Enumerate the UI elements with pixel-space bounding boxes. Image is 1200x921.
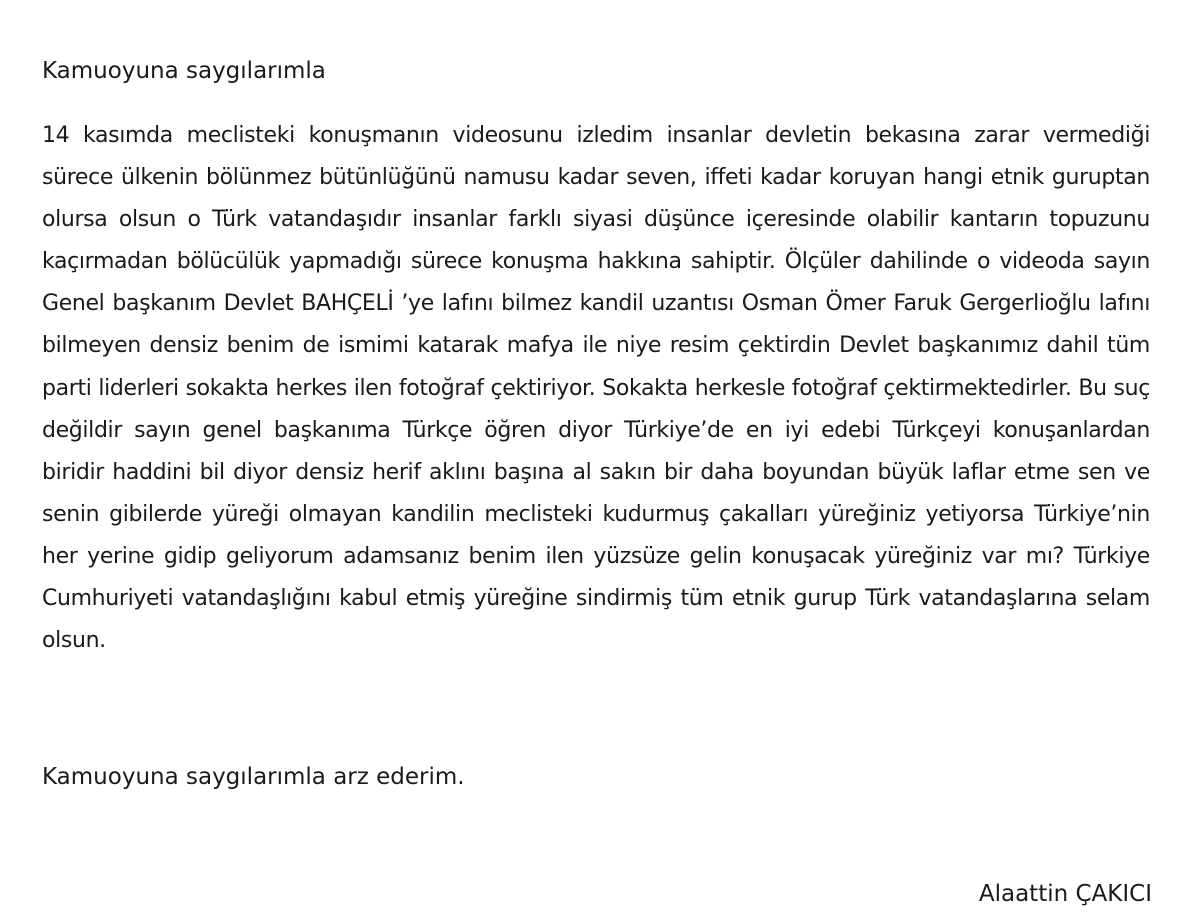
- letter-closing: Kamuoyuna saygılarımla arz ederim.: [42, 764, 465, 790]
- letter-signature: Alaattin ÇAKICI: [978, 881, 1152, 907]
- letter-body: 14 kasımda meclisteki konuşmanın videosunu izledim insanlar devletin bekasına zarar vermediği sürece ülkenin bölünmez bütünlüğünü namusu kadar seven, iffeti kadar koruyan hangi etnik guruptan olursa olsun o Türk vatandaşıdır insanlar farklı siyasi düşünce içeresinde olabilir kantarın topuzunu kaçırmadan bölücülük yapmadığı sürece konuşma hakkına sahiptir. Ölçüler dahilinde o videoda sayın Genel başkanım Devlet BAHÇELİ ’ye lafını bilmez kandil uzantısı Osman Ömer Faruk Gergerlioğlu lafını bilmeyen densiz benim de ismimi katarak mafya ile niye resim çektirdin Devlet başkanımız dahil tüm parti liderleri sokakta herkes ilen fotoğraf çektiriyor. Sokakta herkesle fotoğraf çektirmektedirler. Bu suç değildir sayın genel başkanıma Türkçe öğren diyor Türkiye’de en iyi edebi Türkçeyi konuşanlardan biridir haddini bil diyor densiz herif aklını başına al sakın bir daha boyundan büyük laflar etme sen ve senin gibilerde yüreği olmayan kandilin meclisteki kudurmuş çakalları yüreğiniz yetiyorsa Türkiye’nin her yerine gidip geliyorum adamsanız benim ilen yüzsüze gelin konuşacak yüreğiniz var mı? Türkiye Cumhuriyeti vatandaşlığını kabul etmiş yüreğine sindirmiş tüm etnik gurup Türk vatandaşlarına selam olsun.: [42, 123, 1150, 654]
- letter-greeting: Kamuoyuna saygılarımla: [42, 58, 326, 84]
